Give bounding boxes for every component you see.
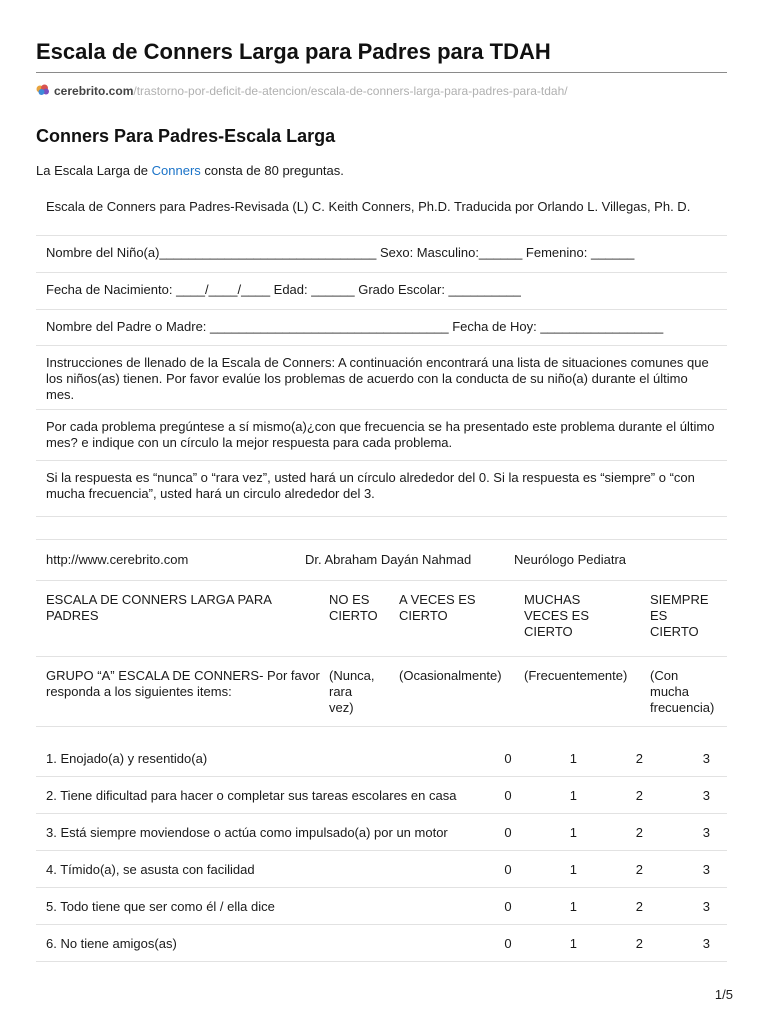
form-answer-rule: Si la respuesta es “nunca” o “rara vez”, usted hará un círculo alrededor del 0. Si la respuesta es “siempre” o “con mucha frecuencia”, usted hará un circulo alrededor del 3. [36,461,727,517]
form-instructions: Instrucciones de llenado de la Escala de Conners: A continuación encontrará una lista de situaciones comunes que los niños(as) tienen. Por favor evalúe los problemas de acuerdo con la conducta de su niño(a) durante el último mes. [36,346,727,410]
score-3[interactable]: 3 [702,824,710,840]
credits-row [36,540,727,581]
item-row-4 [36,851,727,888]
document-page [36,0,727,962]
intro-after: consta de 80 preguntas. [200,163,344,178]
score-0[interactable]: 0 [504,787,512,803]
score-1[interactable]: 1 [569,935,577,951]
score-0[interactable]: 0 [504,750,512,766]
table-header-col2: MUCHAS VECES ES CIERTO [524,592,590,639]
table-header-title: ESCALA DE CONNERS LARGA PARA PADRES [46,592,272,623]
item-question: 2. Tiene dificultad para hacer o completar sus tareas escolares en casa [46,787,457,803]
source-url[interactable] [36,82,727,100]
score-2[interactable]: 2 [635,861,643,877]
group-header-col2: (Frecuentemente) [524,668,628,683]
section-title: Conners Para Padres-Escala Larga [36,126,336,146]
score-1[interactable]: 1 [569,750,577,766]
table-header-col0: NO ES CIERTO [329,592,378,623]
item-question: 6. No tiene amigos(as) [46,935,177,951]
page-number: 1/5 [714,987,733,1002]
score-0[interactable]: 0 [504,824,512,840]
form-name-sex: Nombre del Niño(a)______________________________ Sexo: Masculino:______ Femenino: ______ [36,236,727,273]
group-header-col1: (Ocasionalmente) [399,668,502,683]
item-question: 4. Tímido(a), se asusta con facilidad [46,861,255,877]
table-header-row [36,581,727,657]
credits-url: http://www.cerebrito.com [46,552,189,567]
score-3[interactable]: 3 [702,750,710,766]
score-0[interactable]: 0 [504,861,512,877]
form-parent: Nombre del Padre o Madre: _________________________________ Fecha de Hoy: _________________ [36,310,727,346]
score-2[interactable]: 2 [635,935,643,951]
item-question: 1. Enojado(a) y resentido(a) [46,750,208,766]
conners-link[interactable]: Conners [151,163,201,178]
intro-before: La Escala Larga de [36,163,152,178]
group-header-row [36,657,727,727]
group-header-col0: (Nunca, rara vez) [329,668,375,715]
item-row-1 [36,740,727,777]
score-0[interactable]: 0 [504,935,512,951]
score-2[interactable]: 2 [635,898,643,914]
score-1[interactable]: 1 [569,898,577,914]
score-3[interactable]: 3 [702,898,710,914]
table-header-col1: A VECES ES CIERTO [399,592,476,623]
form-question: Por cada problema pregúntese a sí mismo(a)¿con que frecuencia se ha presentado este problema durante el último mes? e indique con un círculo la mejor respuesta para cada problema. [36,410,727,461]
document-title: Escala de Conners Larga para Padres para TDAH [36,0,727,73]
brain-logo-icon [36,83,50,95]
form-spacer [36,517,727,540]
table-header-col3: SIEMPRE ES CIERTO [650,592,709,639]
score-2[interactable]: 2 [635,787,643,803]
intro-text [36,162,727,180]
item-question: 5. Todo tiene que ser como él / ella dice [46,898,275,914]
source-path[interactable]: /trastorno-por-deficit-de-atencion/escala-de-conners-larga-para-padres-para-tdah/ [133,84,568,98]
form-heading: Escala de Conners para Padres-Revisada (L) C. Keith Conners, Ph.D. Traducida por Orlando L. Villegas, Ph. D. [36,190,727,236]
score-3[interactable]: 3 [702,787,710,803]
score-1[interactable]: 1 [569,861,577,877]
item-question: 3. Está siempre moviendose o actúa como impulsado(a) por un motor [46,824,448,840]
group-header-title: GRUPO “A” ESCALA DE CONNERS- Por favor responda a los siguientes items: [46,668,320,699]
score-3[interactable]: 3 [702,861,710,877]
items-list [36,740,727,962]
score-3[interactable]: 3 [702,935,710,951]
credits-specialty: Neurólogo Pediatra [514,552,627,567]
score-1[interactable]: 1 [569,787,577,803]
group-header-col3: (Con mucha frecuencia) [650,668,715,715]
item-row-5 [36,888,727,925]
score-2[interactable]: 2 [635,750,643,766]
score-2[interactable]: 2 [635,824,643,840]
item-row-6 [36,925,727,962]
items-spacer [36,727,727,740]
credits-doctor: Dr. Abraham Dayán Nahmad [305,552,472,567]
item-row-3 [36,814,727,851]
item-row-2 [36,777,727,814]
form-birth: Fecha de Nacimiento: ____/____/____ Edad: ______ Grado Escolar: __________ [36,273,727,310]
form-table [36,190,727,962]
score-1[interactable]: 1 [569,824,577,840]
source-site[interactable]: cerebrito.com [54,84,134,98]
score-0[interactable]: 0 [504,898,512,914]
